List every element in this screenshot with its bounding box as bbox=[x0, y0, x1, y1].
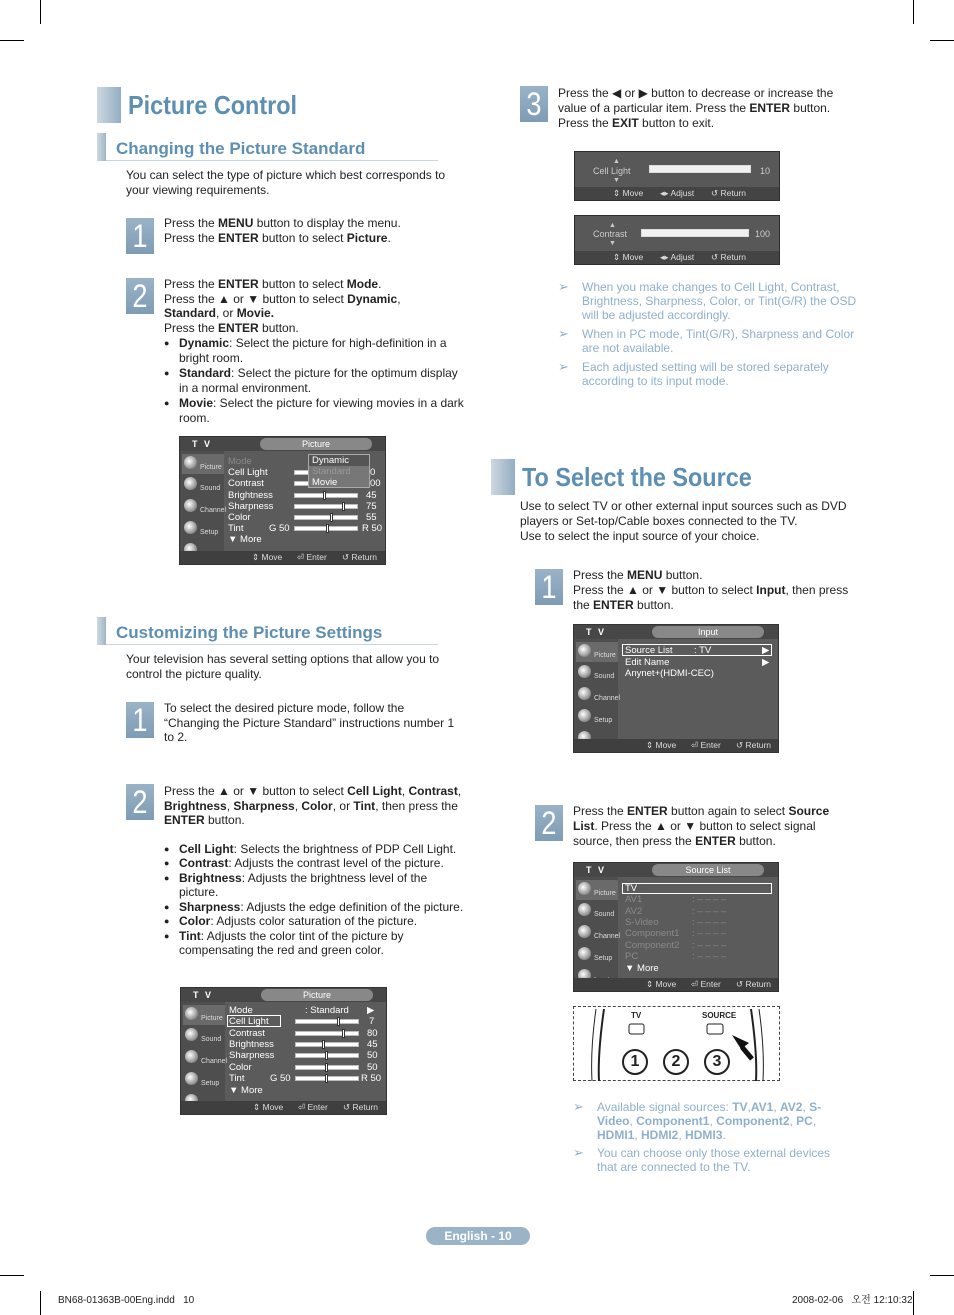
osd-side-picture-icon: Picture bbox=[182, 454, 224, 474]
note: ➢ Available signal sources: TV,AV1, AV2, S-Video, Component1, Component2, PC, HDMI1, HDMI2, HDMI3. bbox=[573, 1099, 822, 1142]
osd-side-sound-icon: Sound bbox=[183, 1026, 225, 1046]
step-number: 2 bbox=[535, 805, 563, 841]
source-step2-text: Press the ENTER button again to select Source List. Press the ▲ or ▼ button to select signal source, then press the ENTER button. bbox=[573, 804, 830, 848]
crop-mark bbox=[913, 0, 914, 24]
step3-text: Press the ◀ or ▶ button to decrease or increase the value of a particular item. Press the ENTER button. Press the EXIT button to exit. bbox=[558, 86, 834, 130]
step-number: 2 bbox=[126, 278, 154, 314]
osd-side-channel-icon: Channel bbox=[576, 685, 618, 705]
sec1-step2-text: Press the ENTER button to select Mode. Press the ▲ or ▼ button to select Dynamic, Standard, or Movie. Press the ENTER button. ● Dynamic: Select the picture for high-definition in a bright room. ● Standard: Select the picture for the optimum display in a normal environment. ● Movie: Select the picture for viewing movies in a dark room. bbox=[164, 277, 464, 426]
sec2-step2-text: Press the ▲ or ▼ button to select Cell Light, Contrast, Brightness, Sharpness, Color, or Tint, then press the ENTER button. ● Cell Light: Selects the brightness of PDP Cell Light. ● Contrast: Adjusts the contrast level of the picture. ● Brightness: Adjusts the brightness level of the picture. ● Sharpness: Adjusts the edge definition of the picture. ● Color: Adjusts color saturation of the picture. ● Tint: Adjusts the color tint of the picture by compensating the red and green color. bbox=[164, 784, 464, 958]
step-number: 1 bbox=[126, 218, 154, 254]
source-intro: Use to select TV or other external input sources such as DVD players or Set-top/Cable boxes connected to the TV. Use to select the input source of your choice. bbox=[520, 499, 847, 543]
osd-side-sound-icon: Sound bbox=[576, 901, 618, 921]
osd-side-picture-icon: Picture bbox=[576, 880, 618, 900]
note: ➢ When in PC mode, Tint(G/R), Sharpness and Color are not available. bbox=[558, 326, 855, 355]
page-title-select-source: To Select the Source bbox=[491, 459, 861, 495]
remote-number-button: 1 bbox=[622, 1049, 648, 1075]
osd-side-setup-icon: Setup bbox=[576, 945, 618, 965]
file-name: BN68-01363B-00Eng.indd 10 bbox=[58, 1295, 195, 1306]
osd-side-sound-icon: Sound bbox=[576, 663, 618, 683]
section-heading-customizing: Customizing the Picture Settings bbox=[97, 617, 438, 645]
remote-number-button: 3 bbox=[704, 1049, 730, 1075]
print-date: 2008-02-06 오전 12:10:32 bbox=[792, 1295, 913, 1306]
osd-side-setup-icon: Setup bbox=[182, 519, 224, 539]
crop-mark bbox=[930, 40, 954, 41]
crop-mark bbox=[0, 40, 24, 41]
crop-mark bbox=[40, 1291, 41, 1315]
step-number: 1 bbox=[126, 702, 154, 738]
osd-input-menu: T V Input Picture Sound Channel Setup Source List : TV ▶ Edit Name ▶ Anynet+(HDMI-CEC) ⇕ Move ⏎ Enter ↺ Return bbox=[573, 624, 779, 753]
source-button-label: SOURCE bbox=[702, 1011, 737, 1020]
sec2-step2-bullets: ● Cell Light: Selects the brightness of PDP Cell Light. ● Contrast: Adjusts the contrast level of the picture. ● Brightness: Adjusts the brightness level of the picture. ● Sharpness: Adjusts the edge definition of the picture. ● Color: Adjusts color saturation of the picture. ● Tint: Adjusts the color tint of the picture by compensating the red and green color. bbox=[164, 842, 464, 958]
osd-side-picture-icon: Picture bbox=[183, 1005, 225, 1025]
osd-side-setup-icon: Setup bbox=[576, 707, 618, 727]
osd-side-sound-icon: Sound bbox=[182, 475, 224, 495]
crop-mark bbox=[930, 1275, 954, 1276]
page-number-badge: English - 10 bbox=[426, 1227, 530, 1245]
sec1-step1-text: Press the MENU button to display the menu. Press the ENTER button to select Picture. bbox=[164, 216, 401, 245]
tv-button-label: TV bbox=[631, 1011, 642, 1020]
note: ➢ You can choose only those external devices that are connected to the TV. bbox=[573, 1145, 831, 1174]
source-step1-text: Press the MENU button. Press the ▲ or ▼ button to select Input, then press the ENTER button. bbox=[573, 568, 849, 612]
osd-side-channel-icon: Channel bbox=[183, 1048, 225, 1068]
osd-source-list: T V Source List Picture Sound Channel Setup TV AV1 AV2 S-Video Component1 Component2 PC : – – – – : – – – – : – – – – : – – – – : – – – – : – – – – ▼ More ⇕ Move ⏎ Enter ↺ Return bbox=[573, 862, 779, 992]
note: ➢ When you make changes to Cell Light, Contrast, Brightness, Sharpness, Color, or Tint(G/R) the OSD will be adjusted accordingly. bbox=[558, 279, 857, 322]
crop-mark bbox=[0, 1275, 24, 1276]
sec2-step1-text: To select the desired picture mode, follow the “Changing the Picture Standard” instructions number 1 to 2. bbox=[164, 701, 455, 744]
osd-side-picture-icon: Picture bbox=[576, 642, 618, 662]
page-title-picture-control: Picture Control bbox=[97, 87, 437, 123]
sec1-intro: You can select the type of picture which best corresponds to your viewing requirements. bbox=[126, 168, 446, 197]
section-heading-changing-standard: Changing the Picture Standard bbox=[97, 133, 438, 161]
osd-cell-light-adjust: ▲ Cell Light ▼ 10 ⇕ Move ◂▸ Adjust ↺ Return bbox=[574, 151, 780, 201]
osd-contrast-adjust: ▲ Contrast ▼ 100 ⇕ Move ◂▸ Adjust ↺ Return bbox=[574, 215, 780, 265]
osd-side-channel-icon: Channel bbox=[576, 923, 618, 943]
crop-mark bbox=[40, 0, 41, 24]
remote-number-button: 2 bbox=[663, 1049, 689, 1075]
sec2-intro: Your television has several setting options that allow you to control the picture quality. bbox=[126, 652, 440, 681]
sec1-step2-bullets: ● Dynamic: Select the picture for high-definition in a bright room. ● Standard: Select the picture for the optimum display in a normal environment. ● Movie: Select the picture for viewing movies in a dark room. bbox=[164, 336, 464, 426]
osd-side-setup-icon: Setup bbox=[183, 1070, 225, 1090]
remote-illustration bbox=[573, 1006, 780, 1081]
crop-mark bbox=[913, 1291, 914, 1315]
osd-picture-mode-menu: T V Picture Picture Sound Channel Setup Mode Cell Light Contrast Brightness Sharpness Color Tint ▼ More G 50 Dynamic Standard Movie 0 00 45 75 55 R 50 ⇕ Move ⏎ Enter ↺ Return bbox=[179, 436, 386, 565]
step-number: 3 bbox=[520, 86, 548, 122]
note: ➢ Each adjusted setting will be stored separately according to its input mode. bbox=[558, 359, 829, 388]
step-number: 2 bbox=[126, 784, 154, 820]
osd-picture-settings-menu: T V Picture Picture Sound Channel Setup Mode Cell Light Contrast Brightness Sharpness Color Tint ▼ More : Standard ▶ G 50 7 80 45 50 50 R 50 ⇕ Move ⏎ Enter ↺ Return bbox=[180, 987, 387, 1115]
step-number: 1 bbox=[535, 569, 563, 605]
osd-side-channel-icon: Channel bbox=[182, 497, 224, 517]
